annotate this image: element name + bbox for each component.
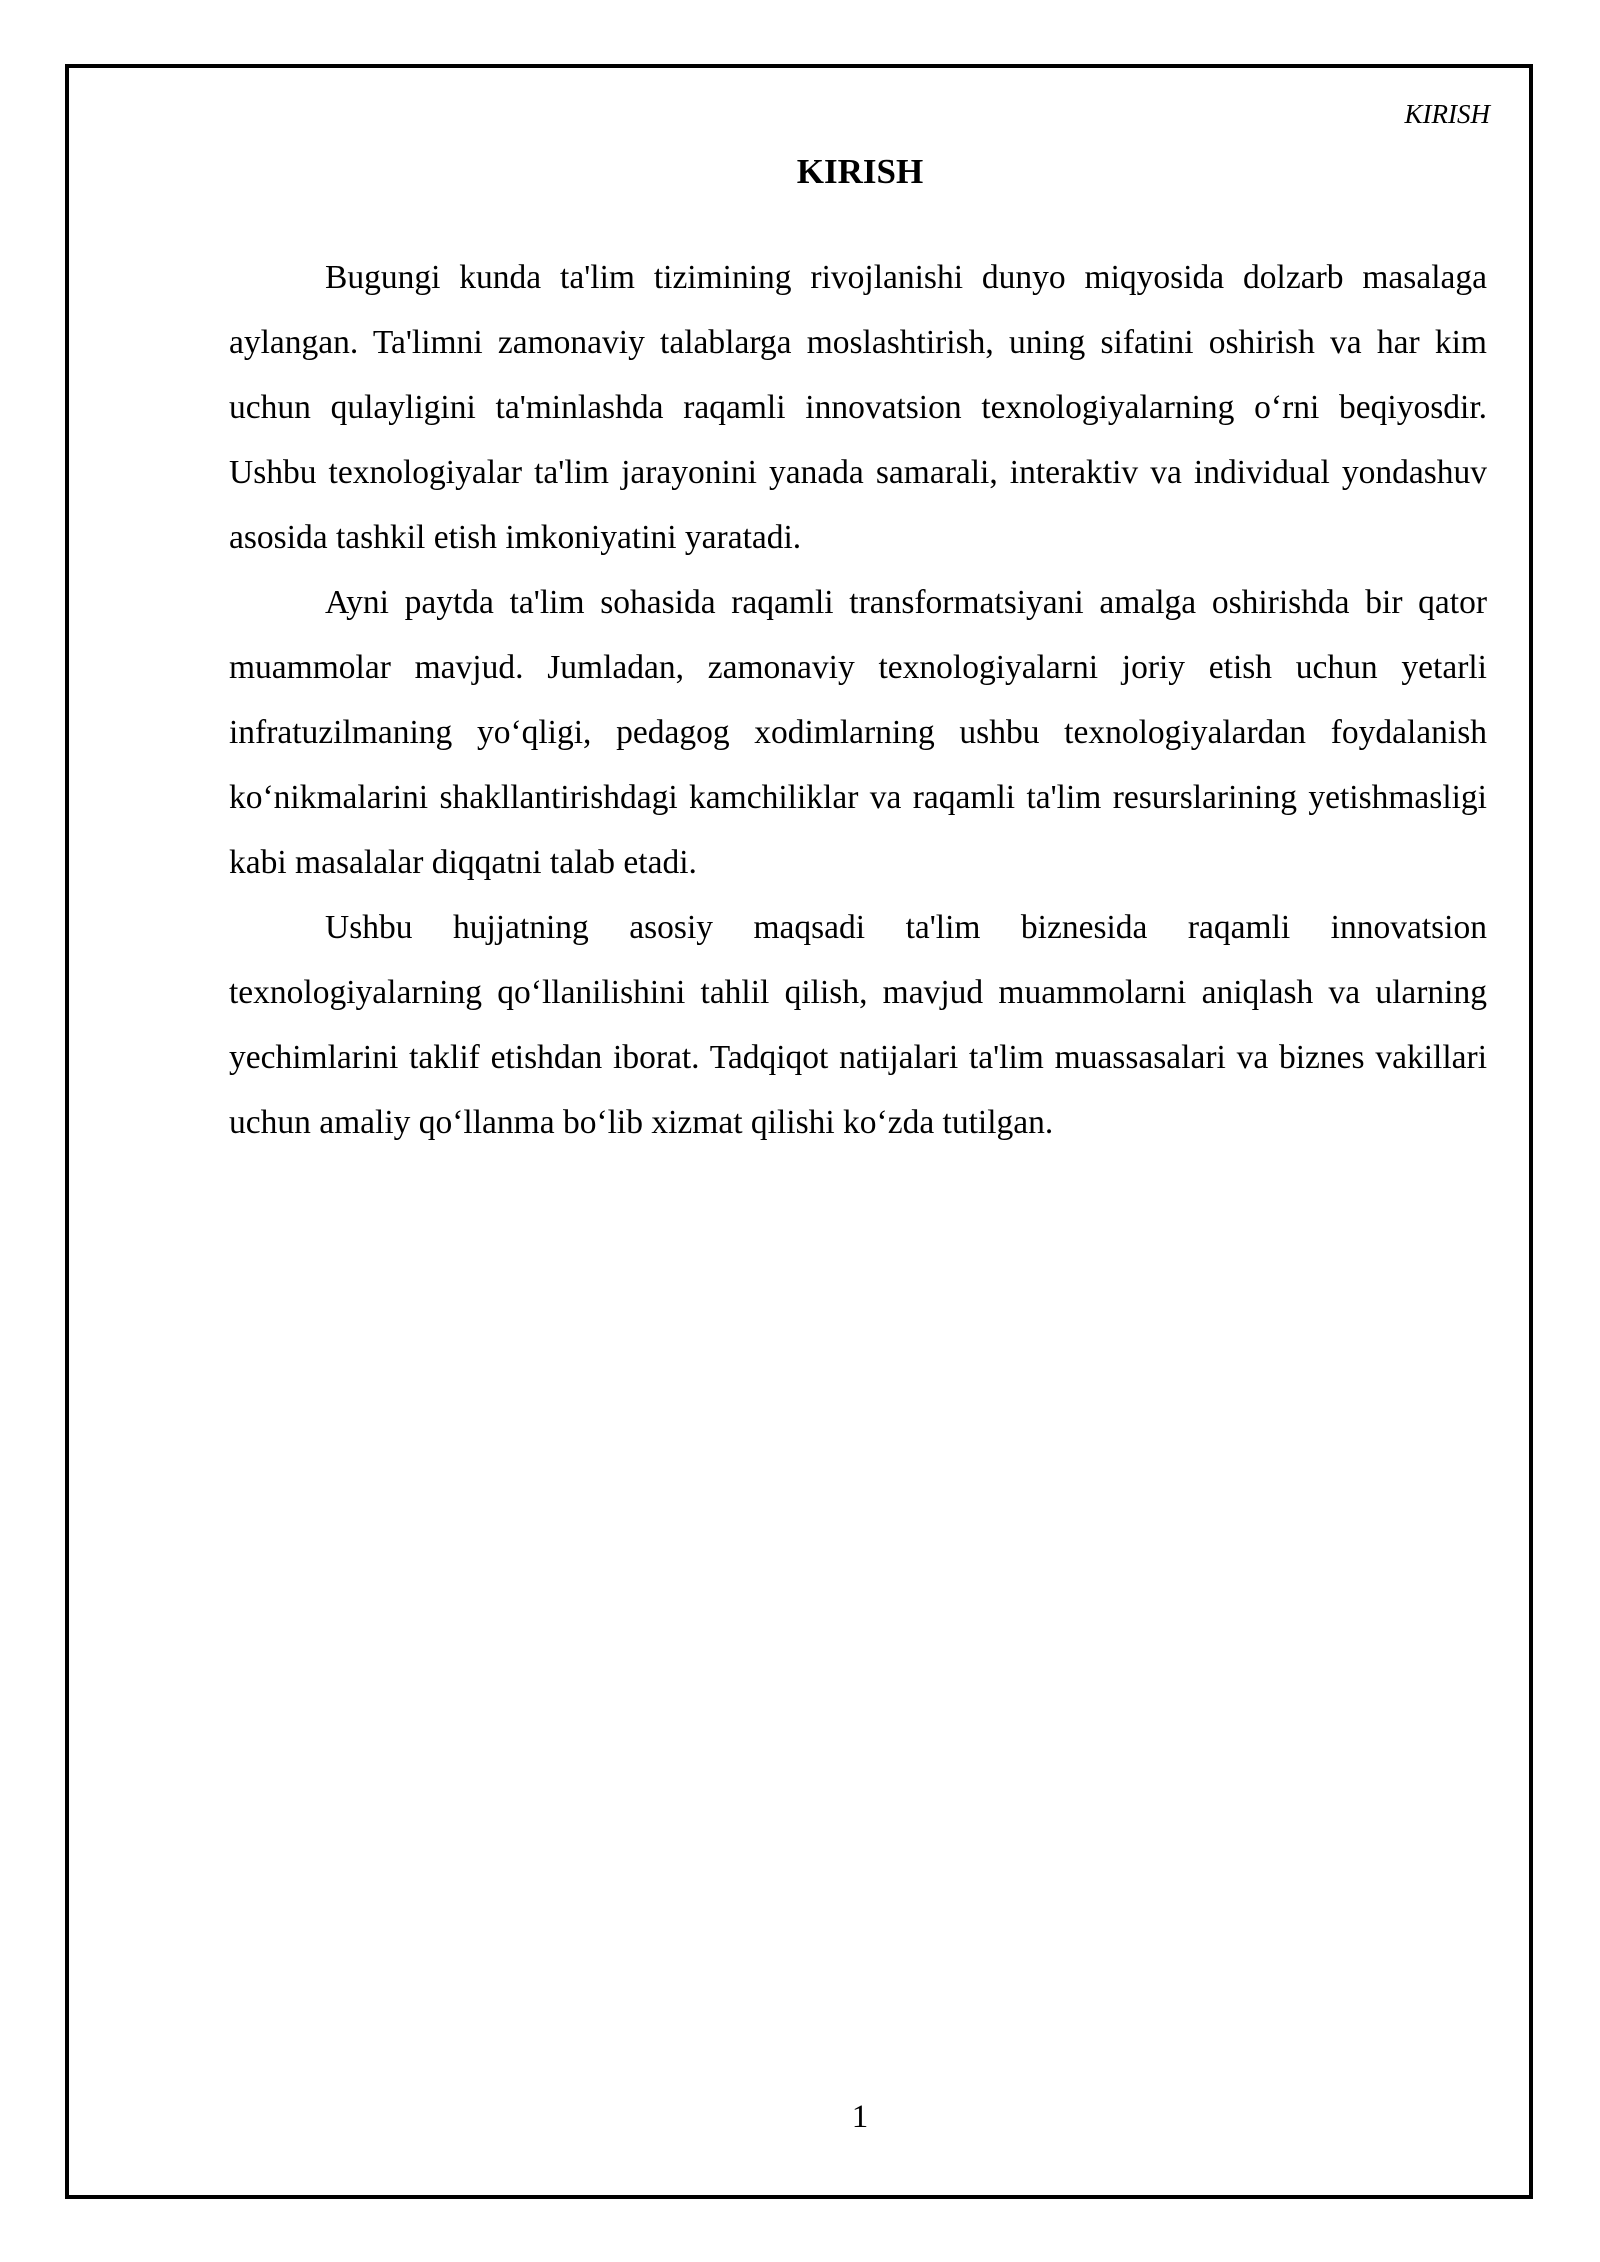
body-text — [229, 245, 1487, 1155]
paragraph: Ushbu hujjatning asosiy maqsadi ta'lim biznesida raqamli innovatsion texnologiyalarning qo‘llanilishini tahlil qilish, mavjud muammolarni aniqlash va ularning yechimlarini taklif etishdan iborat. Tadqiqot natijalari ta'lim muassasalari va biznes vakillari uchun amaliy qo‘llanma bo‘lib xizmat qilishi ko‘zda tutilgan. — [229, 909, 1487, 1141]
page-title: KIRISH — [796, 152, 924, 191]
paragraph: Ayni paytda ta'lim sohasida raqamli transformatsiyani amalga oshirishda bir qator muammolar mavjud. Jumladan, zamonaviy texnologiyalarni joriy etish uchun yetarli infratuzilmaning yo‘qligi, pedagog xodimlarning ushbu texnologiyalardan foydalanish ko‘nikmalarini shakllantirishdagi kamchiliklar va raqamli ta'lim resurslarining yetishmasligi kabi masalalar diqqatni talab etadi. — [229, 584, 1487, 881]
paragraph: Bugungi kunda ta'lim tizimining rivojlanishi dunyo miqyosida dolzarb masalaga aylangan. Ta'limni zamonaviy talablarga moslashtirish, uning sifatini oshirish va har kim uchun qulayligini ta'minlashda raqamli innovatsion texnologiyalarning o‘rni beqiyosdir. Ushbu texnologiyalar ta'lim jarayonini yanada samarali, interaktiv va individual yondashuv asosida tashkil etish imkoniyatini yaratadi. — [229, 259, 1487, 556]
running-header: KIRISH — [1404, 99, 1490, 129]
page-number: 1 — [851, 2099, 869, 2135]
